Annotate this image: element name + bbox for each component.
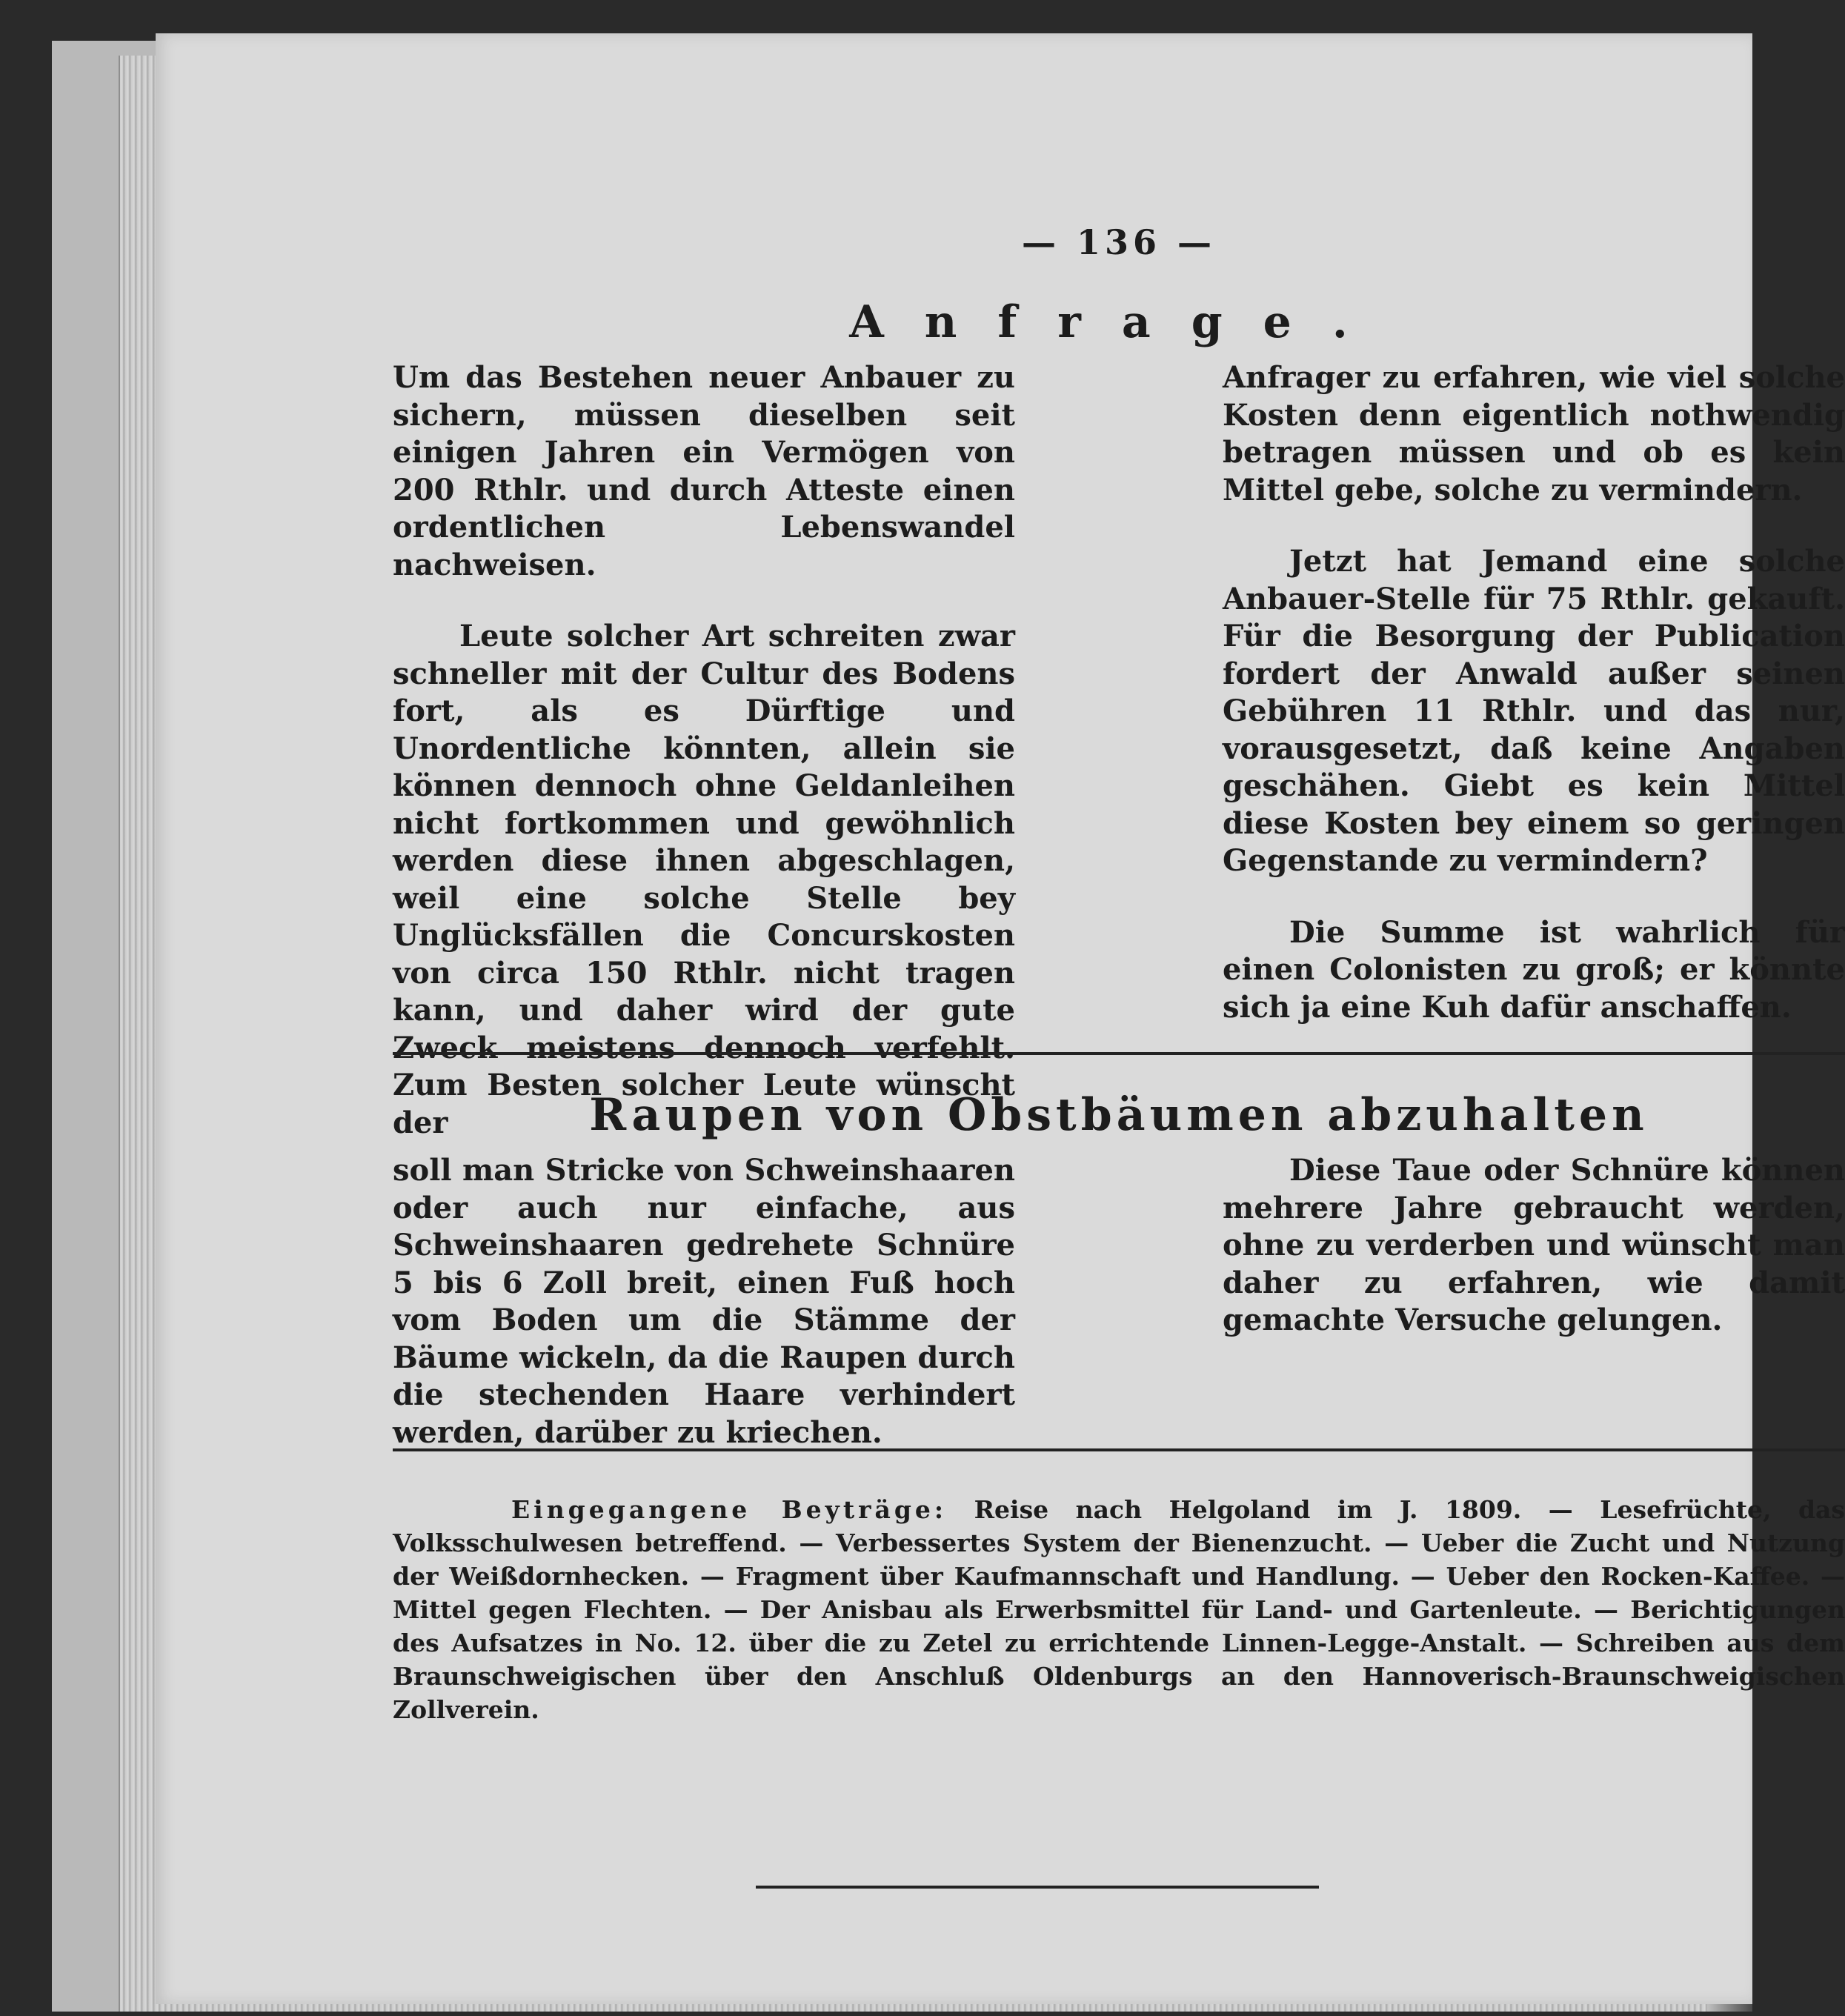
section2-left-column bbox=[393, 1152, 1015, 1486]
footnote-divider bbox=[393, 1448, 1845, 1451]
section-divider bbox=[393, 1052, 1845, 1055]
paragraph: Diese Taue oder Schnüre können mehrere Jahre gebraucht werden, ohne zu verderben und wünscht man daher zu erfahren, wie damit gemachte Versuche gelungen. bbox=[1223, 1153, 1845, 1337]
page-content bbox=[393, 215, 1845, 1993]
section2-right-column bbox=[1223, 1152, 1845, 1374]
paragraph: Die Summe ist wahrlich für einen Colonisten zu groß; er könnte sich ja eine Kuh dafür anschaffen. bbox=[1223, 914, 1845, 1025]
paragraph: Leute solcher Art schreiten zwar schneller mit der Cultur des Bodens fort, als es Dürftige und Unordentliche könnten, allein sie können dennoch ohne Geldanleihen nicht fortkommen und gewöhnlich werden diese ihnen abgeschlagen, weil eine solche Stelle bey Unglücksfällen die Concurskosten von circa 150 Rthlr. nicht tragen kann, und daher wird der gute Zweck meistens dennoch verfehlt. Zum Besten solcher Leute wünscht der bbox=[393, 619, 1015, 1140]
page-number: — 136 — bbox=[1021, 222, 1217, 262]
paragraph: Jetzt hat Jemand eine solche Anbauer-Stelle für 75 Rthlr. gekauft. Für die Besorgung der Publication fordert der Anwald außer seinen Gebühren 11 Rthlr. und das nur, vorausgesetzt, daß keine Angaben geschähen. Giebt es kein Mittel diese Kosten bey einem so geringen Gegenstande zu vermindern? bbox=[1223, 544, 1845, 878]
end-rule bbox=[756, 1886, 1319, 1889]
paragraph: soll man Stricke von Schweinshaaren oder auch nur einfache, aus Schweinshaaren gedrehete Schnüre 5 bis 6 Zoll breit, einen Fuß hoch vom Boden um die Stämme der Bäume wickeln, da die Raupen durch die stechenden Haare verhindert werden, darüber zu kriechen. bbox=[393, 1153, 1015, 1450]
section-title-raupen: Raupen von Obstbäumen abzuhalten bbox=[589, 1089, 1649, 1141]
paragraph: Um das Bestehen neuer Anbauer zu sichern, müssen dieselben seit einigen Jahren ein Vermögen von 200 Rthlr. und durch Atteste einen ordentlichen Lebenswandel nachweisen. bbox=[393, 360, 1015, 582]
section1-right-column bbox=[1223, 359, 1845, 1060]
contributions-label: Eingegangene Beyträge: bbox=[511, 1495, 948, 1524]
contributions-text: Reise nach Helgoland im J. 1809. — Lesefrüchte, das Volksschulwesen betreffend. — Verbessertes System der Bienenzucht. — Ueber die Zucht und Nutzung der Weißdornhecken. — Fragment über Kaufmannschaft und Handlung. — Ueber den Rocken-Kaffee. — Mittel gegen Flechten. — Der Anisbau als Erwerbsmittel für Land- und Gartenleute. — Berichtigungen des Aufsatzes in No. 12. über die zu Zetel zu errichtende Linnen-Legge-Anstalt. — Schreiben aus dem Braunschweigischen über den Anschluß Oldenburgs an den Hannoverisch-Braunschweigischen Zollverein. bbox=[393, 1495, 1845, 1724]
section-title-anfrage: Anfrage. bbox=[849, 296, 1389, 348]
contributions-note bbox=[393, 1493, 1845, 1726]
printed-page bbox=[156, 33, 1845, 2004]
paragraph: Anfrager zu erfahren, wie viel solche Kosten denn eigentlich nothwendig betragen müssen und ob es kein Mittel gebe, solche zu vermindern. bbox=[1223, 360, 1845, 508]
